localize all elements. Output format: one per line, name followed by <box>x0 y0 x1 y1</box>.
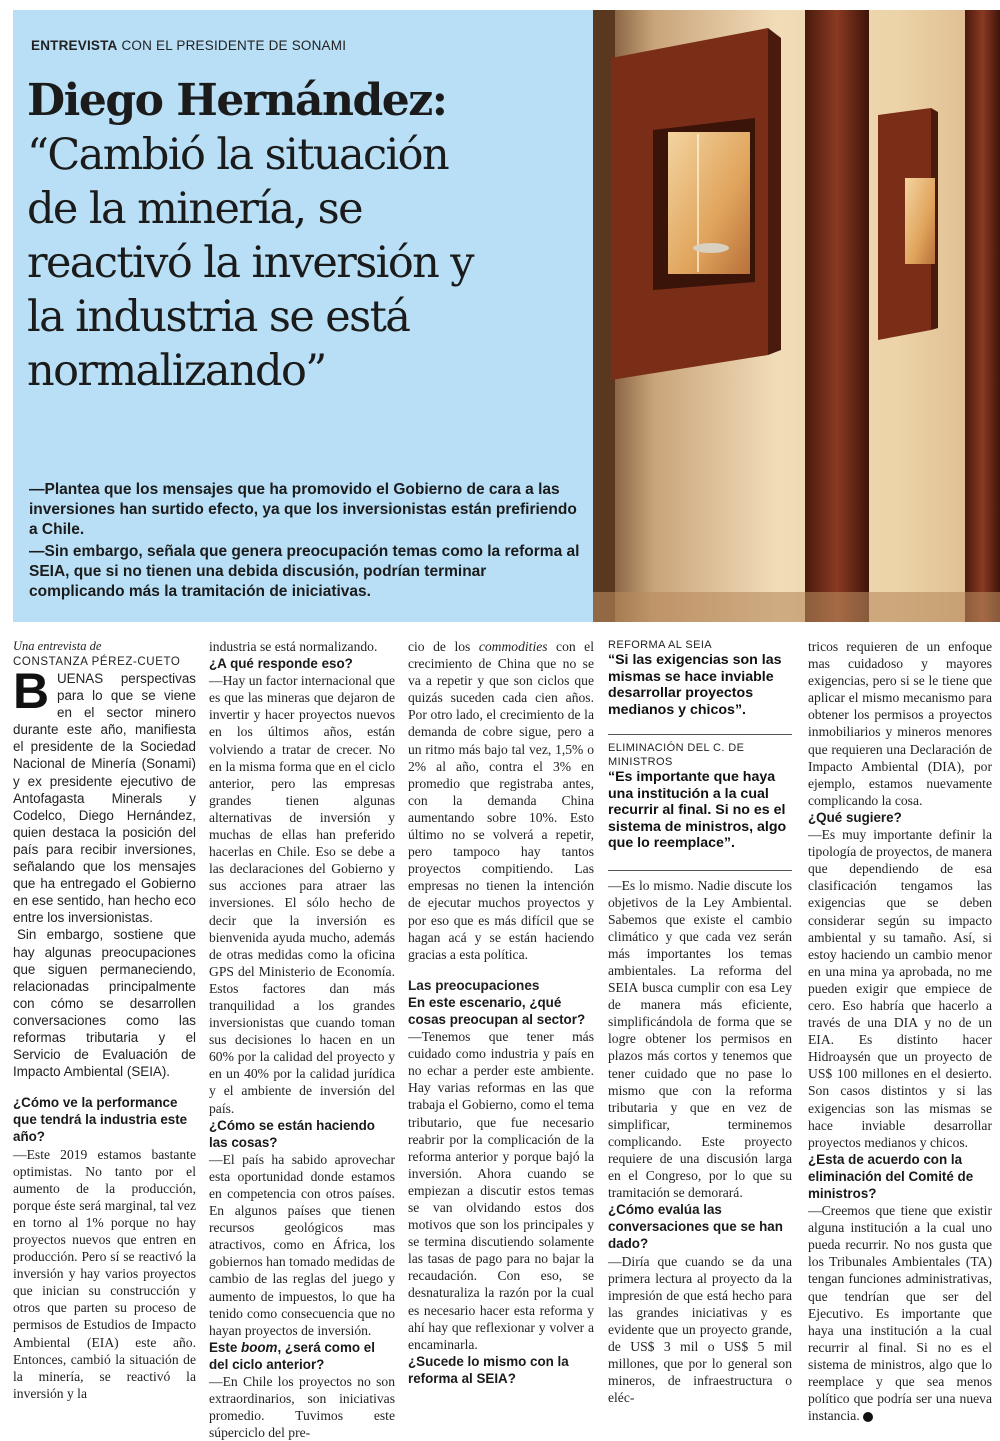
question-1: ¿Cómo ve la performance que tendrá la industria este año? <box>13 1095 188 1145</box>
header-panel <box>13 10 593 622</box>
byline-intro: Una entrevista de <box>13 639 102 653</box>
lead-paragraph <box>13 663 196 926</box>
question-4 <box>209 1339 395 1373</box>
summary <box>29 480 584 604</box>
question-4-em: boom <box>241 1339 278 1355</box>
headline <box>27 74 587 398</box>
headline-quote-line-4: la industria se está <box>27 292 410 342</box>
kicker-rest: CON EL PRESIDENTE DE SONAMI <box>121 38 347 53</box>
photo-illustration <box>593 10 1000 622</box>
column-4 <box>608 638 792 1406</box>
pullquote-divider <box>608 734 792 735</box>
kicker <box>31 38 346 53</box>
column-2 <box>209 638 395 1441</box>
kicker-bold: ENTREVISTA <box>31 38 118 53</box>
end-mark-icon <box>863 1412 873 1422</box>
photo <box>593 10 1000 622</box>
question-6: ¿Sucede lo mismo con la reforma al SEIA? <box>408 1353 569 1386</box>
answer-7-continued: tricos requieren de un enfoque mas cuidadoso y mayores exigencias, pero si se le tiene que aplicar el mismo mecanismo para obtener los permisos a proyectos inmobiliarios y mineros menores que requieren una Declaración de Impacto Ambiental (DIA), por ejemplo, estamos nuevamente complicando la cosa. <box>808 639 992 808</box>
headline-name: Diego Hernández: <box>27 75 447 126</box>
column-5 <box>808 638 992 1424</box>
headline-quote-line-3: reactivó la inversión y <box>27 238 473 288</box>
pullquote-2 <box>608 741 792 852</box>
answer-4-cont-pre: cio de los <box>408 639 479 654</box>
lead-text: UENAS perspectivas para lo que se viene en el sector minero durante este año, manifiesta el presidente de la Sociedad Nacional de Minería (Sonami) y ex presidente ejecutivo de Antofagasta Minerals y Codelco, Diego Hernández, quien destaca la posición del país para recibir inversiones, señalando que los mensajes que ha entregado el Gobierno en ese sentido, han hecho eco entre los inversionistas. <box>13 671 196 926</box>
answer-6: —Es lo mismo. Nadie discute los objetivos de la Ley Ambiental. Sabemos que existe el cambio climático y que cada vez serán más importantes los temas ambientales. La reforma del SEIA busca cumplir con esa Ley de manera más eficiente, simplificándola de forma que se logre obtener los permisos en plazos más cortos y tenemos que tener cuidado que no pase lo mismo que con la reforma tributaria y que en vez de simplificar, terminemos complicando. Este proyecto requiere de una discusión larga en el Congreso, por lo que su tramitación se demorará. <box>608 877 792 1201</box>
answer-7: —Diría que cuando se da una primera lectura al proyecto da la impresión de que está hecho para las grandes iniciativas y es evidente que un proyecto grande, de US$ 3 mil o US$ 5 mil millones, que por lo general son mineros, de infraestructura o eléc- <box>608 1253 792 1406</box>
question-3: ¿Cómo se están haciendo las cosas? <box>209 1117 375 1150</box>
pullquote-1-text: “Si las exigencias son las mismas se hace inviable desarrollar proyectos medianos y chicos”. <box>608 652 782 718</box>
answer-4-continued <box>408 638 594 963</box>
summary-point-2: —Sin embargo, señala que genera preocupación temas como la reforma al SEIA, que si no tienen una debida discusión, podrían terminar complicando más la tramitación de iniciativas. <box>29 543 580 600</box>
headline-quote-line-1: “Cambió la situación <box>27 130 449 180</box>
question-8: ¿Qué sugiere? <box>808 809 902 825</box>
headline-quote-line-2: de la minería, se <box>27 184 362 234</box>
summary-point-1: —Plantea que los mensajes que ha promovido el Gobierno de cara a las inversiones han surtido efecto, ya que los inversionistas están prefiriendo a Chile. <box>29 481 577 538</box>
question-9: ¿Esta de acuerdo con la eliminación del Comité de ministros? <box>808 1151 974 1201</box>
question-4-post: , ¿será como el del ciclo anterior? <box>209 1339 375 1372</box>
lead-paragraph-2: Sin embargo, sostiene que hay algunas preocupaciones que siguen permaneciendo, relacionadas principalmente con cómo se desarrollen conversaciones como las reformas tributaria y el Servicio de Evaluación de Impacto Ambiental (SEIA). <box>13 927 196 1080</box>
column-3 <box>408 638 594 1387</box>
headline-quote-line-5: normalizando” <box>27 346 326 396</box>
answer-5: —Tenemos que tener más cuidado como industria y país en no echar a perder este ambiente. Hay varias reformas en las que trabaja el Gobierno, como el tema tributario, que fue necesario reabrir por la complicación de la reforma anterior y porque bajó la inversión. Ahora cuando se empiezan a discutir estos temas se van olvidando estos dos motivos que son los principales y se termina discutiendo solamente las tasas de pago para no bajar la recaudación. Con eso, se desnaturaliza la razón por la cual es necesario hacer esta reforma y ahí hay que reflexionar y volver a encaminarla. <box>408 1029 594 1352</box>
answer-2: —Hay un factor internacional que es que las mineras que dejaron de invertir y hacer proyectos nuevos en los últimos años, están volviendo a tratar de crecer. No en la misma forma que en el ciclo anterior, pero las empresas grandes tienen algunas alternativas de inversión y muchas de ellas han preferido hacerlas en Chile. Eso se debe a las declaraciones del Gobierno y sus acciones para atraer las inversiones. El sólo hecho de decir que la inversión es bienvenida ayuda mucho, además de otras medidas como la oficina GPS del Ministerio de Economía. Estos factores dan más tranquilidad a los grandes inversionistas que cuando toman sus decisiones lo hacen en un 60% por la calidad del proyecto y en un 40% por la calidad jurídica y el ambiente de inversión del país. <box>209 673 395 1116</box>
pullquote-1-label: REFORMA AL SEIA <box>608 639 713 651</box>
question-4-pre: Este <box>209 1339 242 1355</box>
answer-1-continued: industria se está normalizando. <box>209 639 378 654</box>
question-7: ¿Cómo evalúa las conversaciones que se han dado? <box>608 1202 783 1252</box>
section-title: Las preocupaciones <box>408 977 540 993</box>
question-2: ¿A qué responde eso? <box>209 656 353 672</box>
pullquote-2-text: “Es importante que haya una institución a la cual recurrir al final. Si no es el sistema de ministros, algo que lo reemplace”. <box>608 769 787 851</box>
answer-3: —El país ha sabido aprovechar esta oportunidad donde estamos en competencia con otros países. En algunos países que tienen recursos geológicos mas atractivos, como en África, los gobiernos han tomado medidas de cambio de las reglas del juego y aumento de impuestos, lo que ha tenido como consecuencia que no hayan proyectos de inversión. <box>209 1151 395 1338</box>
pullquote-1 <box>608 638 792 718</box>
answer-9-text: —Creemos que tiene que existir alguna institución a la cual uno pueda recurrir. No nos gusta que los Tribunales Ambientales (TA) tengan funciones administrativas, que tendrían que ser del Ejecutivo. Es importante que haya una institución a la cual recurrir al final. Si no es el sistema de ministros, algo que lo reemplace y que sea menos político que podría ser una nueva instancia. <box>808 1203 992 1424</box>
pullquote-2-label: ELIMINACIÓN DEL C. DE MINISTROS <box>608 742 745 768</box>
answer-4-cont-post: con el crecimiento de China que no se va a repetir y que son ciclos que quizás suceden cada cien años. Por otro lado, el crecimiento de la demanda de cobre sigue, pero a un ritmo más bajo tal vez, 1,5% o 2% al año, contra el 3% en promedio que registraba antes, con la demanda China aumentando sobre 10%. Esto último no se volverá a repetir, pero tampoco hay tantos proyectos compitiendo. Las empresas no tienen la intención de ejecutar muchos proyectos y por eso que es más difícil que se hagan acá y se están haciendo gracias a esta política. <box>408 639 594 962</box>
answer-4: —En Chile los proyectos no son extraordinarios, son iniciativas promedio. Tuvimos este súperciclo del pre- <box>209 1374 395 1441</box>
answer-9 <box>808 1202 992 1424</box>
dropcap: B <box>13 663 50 719</box>
question-5: En este escenario, ¿qué cosas preocupan al sector? <box>408 994 586 1027</box>
column-1 <box>13 638 196 1402</box>
answer-8: —Es muy importante definir la tipología de proyectos, de manera que dependiendo de esa clasificación tengamos las exigencias que se deben considerar según su impacto ambiental y su tamaño. Así, si estoy haciendo un cambio menor en una mina ya aprobada, no me pueden exigir que empiece de cero. Eso habría que hacerlo a través de una DIA y no de un EIA. Es distinto hacer Hidroaysén que un proyecto de US$ 100 millones en el desierto. Son casos distintos y si las exigencias son las mismas se hace inviable desarrollar proyectos medianos y chicos. <box>808 827 992 1150</box>
answer-1: —Este 2019 estamos bastante optimistas. No tanto por el aumento de la producción, porque éste será marginal, tal vez en torno al 1% porque no hay proyectos nuevos que entren en producción. Pero sí se reactivó la inversión y hay varios proyectos que inician su construcción y otros que parten su proceso de permisos de Estudios de Impacto Ambiental (EIA) este año. Entonces, cambió la situación de la minería, se reactivó la inversión y la <box>13 1146 196 1401</box>
pullquote-bottom-rule <box>608 870 792 871</box>
answer-4-cont-em: commodities <box>478 639 548 654</box>
byline-author: CONSTANZA PÉREZ-CUETO <box>13 656 181 668</box>
